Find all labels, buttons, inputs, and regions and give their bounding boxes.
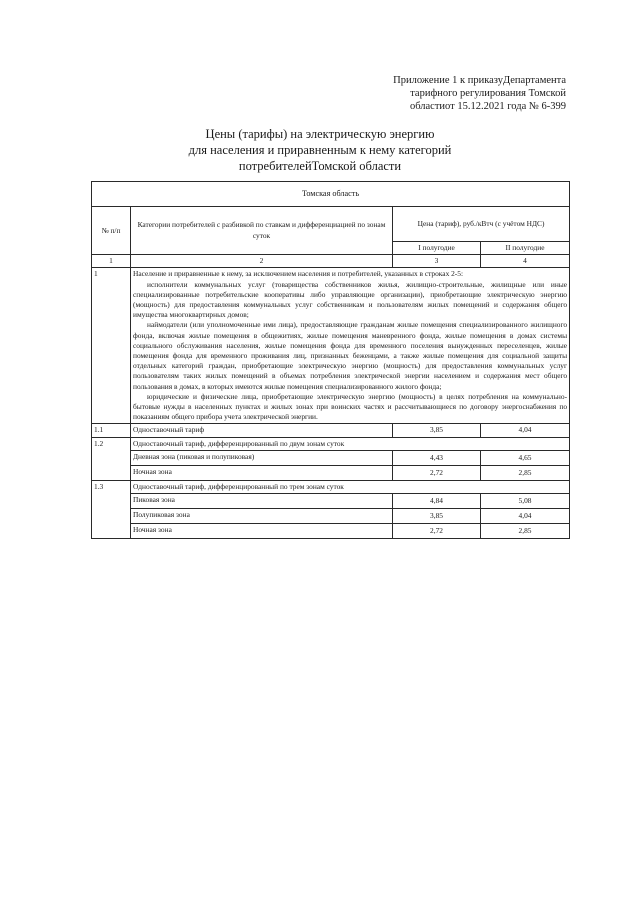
tariff-label: Одноставочный тариф, дифференцированный по трем зонам суток (131, 480, 570, 493)
price-half1: 3,85 (393, 509, 481, 524)
appendix-line: областиот 15.12.2021 года № 6-399 (409, 101, 566, 112)
column-number: 3 (393, 255, 481, 268)
zone-label: Ночная зона (131, 524, 393, 539)
region-header: Томская область (92, 182, 570, 207)
price-half2: 4,04 (481, 509, 570, 524)
tariff-label: Одноставочный тариф (131, 424, 393, 437)
price-half1: 4,84 (393, 494, 481, 509)
description-paragraph: исполнители коммунальных услуг (товарищества собственников жилья, жилищно-строительные, жилищные или иные специализированные потребительские кооперативы либо управляющие организации), приобретающие электрическую энергию (мощность) для предоставления коммунальных услуг собственникам и пользователям жилых помещений и содержания общего имущества многоквартирных домов; (133, 279, 568, 320)
price-half1: 4,43 (393, 450, 481, 465)
column-number: 4 (481, 255, 570, 268)
description-paragraph: юридические и физические лица, приобретающие электрическую энергию (мощность) в целях потребления на коммунально-бытовые нужды в населенных пунктах и жилых зонах при воинских частях и рассчитывающиеся по договору энергоснабжения по показаниям общего прибора учета электрической энергии. (133, 391, 568, 422)
zone-label: Дневная зона (пиковая и полупиковая) (131, 450, 393, 465)
row-number: 1 (92, 268, 131, 424)
title-line: Цены (тарифы) на электрическую энергию (205, 127, 435, 141)
row-number: 1.1 (92, 424, 131, 437)
price-half1: 3,85 (393, 424, 481, 437)
price-half2: 4,65 (481, 450, 570, 465)
price-half2: 2,85 (481, 465, 570, 480)
header-price: Цена (тариф), руб./кВтч (с учётом НДС) (393, 207, 570, 242)
title-line: для населения и приравненным к нему категорий (188, 143, 452, 157)
header-number: № п/п (92, 207, 131, 255)
header-half2: II полугодие (481, 242, 570, 255)
appendix-note (306, 74, 566, 113)
description-paragraph: наймодатели (или уполномоченные ими лица), предоставляющие гражданам жилые помещения специализированного жилищного фонда, включая жилые помещения в общежитиях, жилые помещения маневренного фонда, жилые помещения в домах системы социального обслуживания населения, жилые помещения фонда для временного поселения вынужденных переселенцев, жилые помещения фонда для временного проживания лиц, признанных беженцами, а также жилые помещения для социальной защиты отдельных категорий граждан, приобретающие электрическую энергию (мощность) для предоставления коммунальных услуг пользователям таких жилых помещений в объемах потребления электрической энергии населением и содержания мест общего пользования в домах, в которых имеются жилые помещения специализированного жилого фонда; (133, 320, 568, 391)
column-number: 1 (92, 255, 131, 268)
appendix-line: тарифного регулирования Томской (410, 88, 566, 99)
zone-label: Пиковая зона (131, 494, 393, 509)
price-half2: 5,08 (481, 494, 570, 509)
appendix-line: Приложение 1 к приказуДепартамента (393, 75, 566, 86)
category-description (131, 268, 570, 424)
title-line: потребителейТомской области (238, 159, 402, 173)
row-number: 1.3 (92, 480, 131, 538)
description-paragraph: Население и приравненные к нему, за исключением населения и потребителей, указанных в строках 2-5: (133, 269, 464, 279)
header-half1: I полугодие (393, 242, 481, 255)
tariff-label: Одноставочный тариф, дифференцированный по двум зонам суток (131, 437, 570, 450)
document-title (0, 126, 640, 174)
column-number: 2 (131, 255, 393, 268)
zone-label: Ночная зона (131, 465, 393, 480)
price-half1: 2,72 (393, 524, 481, 539)
zone-label: Полупиковая зона (131, 509, 393, 524)
row-number: 1.2 (92, 437, 131, 480)
price-half1: 2,72 (393, 465, 481, 480)
header-category: Категории потребителей с разбивкой по ставкам и дифференциацией по зонам суток (131, 207, 393, 255)
price-half2: 2,85 (481, 524, 570, 539)
tariff-table (91, 181, 570, 539)
price-half2: 4,04 (481, 424, 570, 437)
